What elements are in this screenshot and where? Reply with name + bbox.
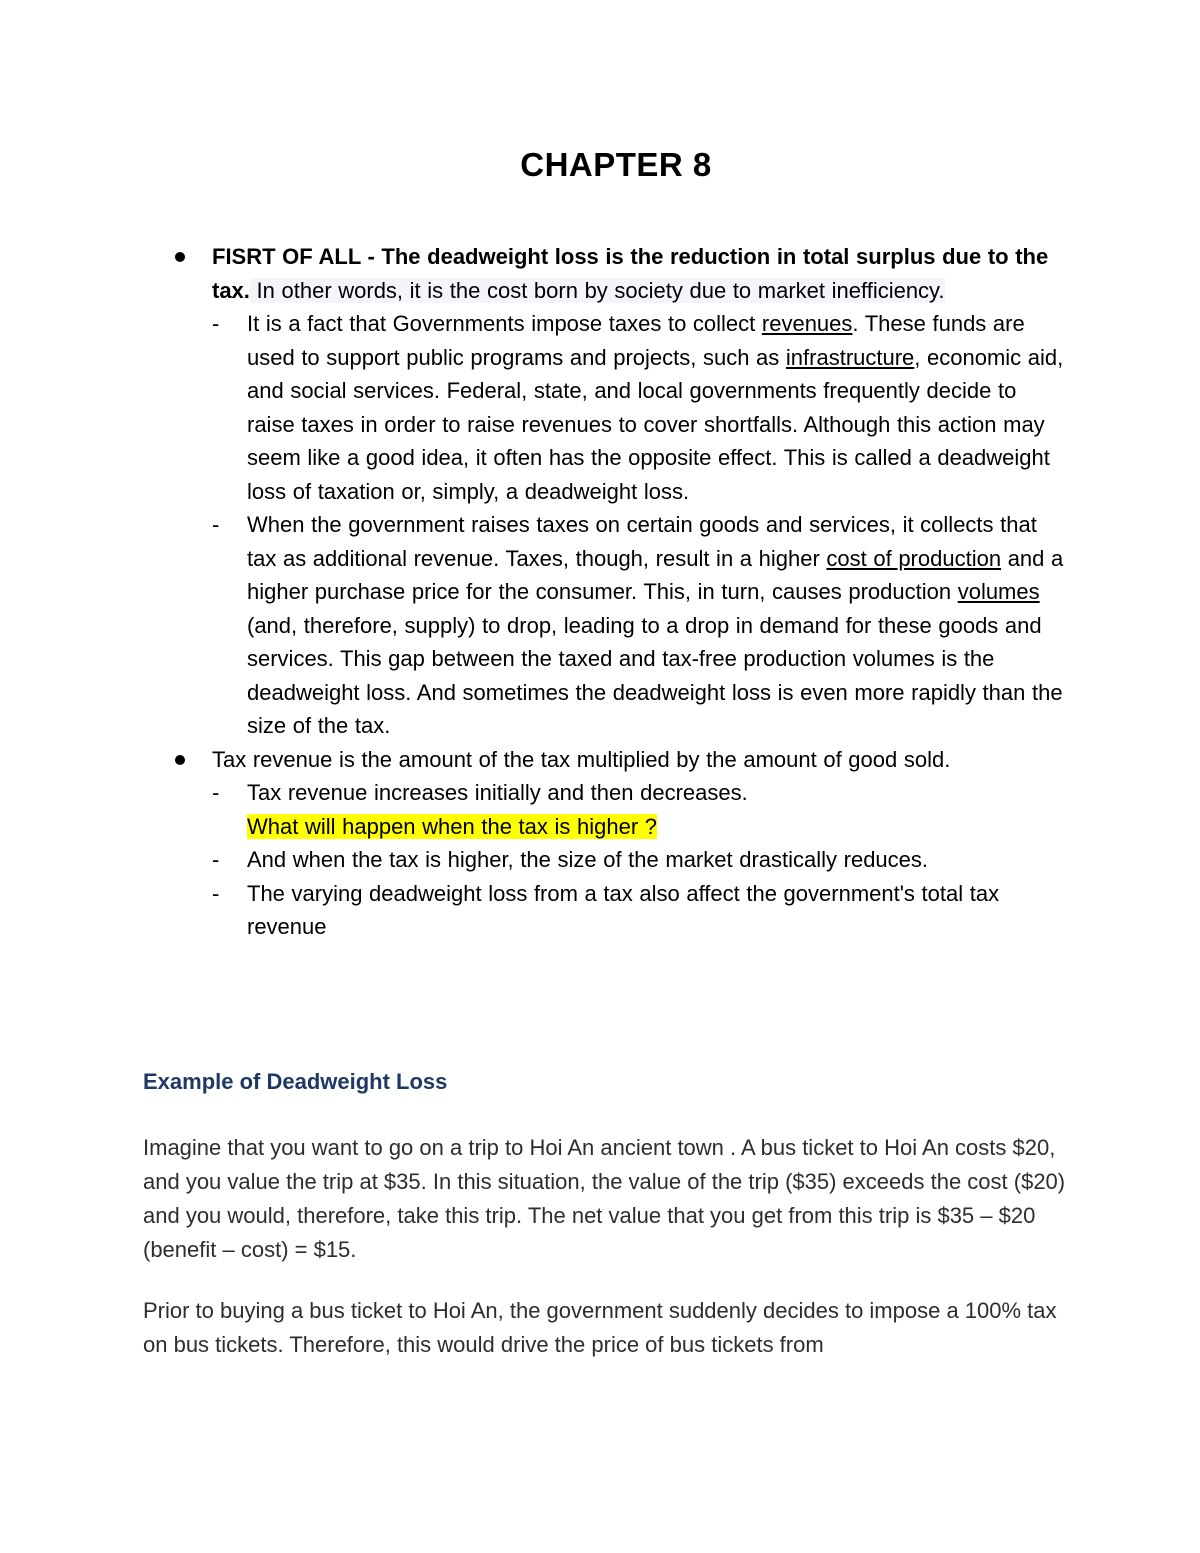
text-segment: , economic aid, and social services. Federal, state, and local governments frequently decide to raise taxes in order to raise revenues to cover shortfalls. Although this action may seem like a good idea, it often has the opposite effect. This is called a deadweight loss of taxation or, simply, a deadweight loss. [247,344,1064,504]
highlighted-question: What will happen when the tax is higher ? [247,813,658,839]
dash-item-market-reduces [212,843,1065,877]
text-segment: The varying deadweight loss from a tax also affect the government's total tax revenue [247,880,1000,939]
bullet-list [175,240,1065,944]
dash-icon: - [212,780,220,805]
infrastructure-link[interactable]: infrastructure [785,344,915,370]
dash-icon: - [212,847,220,872]
dash-item-governments [212,307,1065,508]
bullet-text: Tax revenue is the amount of the tax multiplied by the amount of good sold. [212,746,951,772]
bullet-item-deadweight-definition [175,240,1065,743]
example-heading: Example of Deadweight Loss [143,1069,448,1094]
paragraph-hoi-an-trip: Imagine that you want to go on a trip to Hoi An ancient town . A bus ticket to Hoi An costs $20, and you value the trip at $35. In this situation, the value of the trip ($35) exceeds the cost ($20) and you would, therefore, take this trip. The net value that you get from this trip is $35 – $20 (benefit – cost) = $15. [143,1135,1066,1262]
bullet-item-tax-revenue [175,743,1065,944]
bullet-icon [175,755,185,765]
bullet-normal-text: In other words, it is the cost born by society due to market inefficiency. [249,277,945,303]
text-segment: and a higher purchase price for the consumer. This, in turn, causes production [247,545,1064,604]
dash-item-government-raises-taxes [212,508,1065,743]
dash-icon: - [212,512,220,537]
dash-list-2 [212,776,1065,944]
cost-of-production-link[interactable]: cost of production [826,545,1002,571]
dash-list-1 [212,307,1065,743]
dash-item-tax-revenue-increases [212,776,1065,843]
text-segment: Tax revenue increases initially and then decreases. [247,780,748,805]
bullet-icon [175,252,185,262]
volumes-link[interactable]: volumes [957,579,1040,604]
chapter-title: CHAPTER 8 [520,146,712,183]
text-segment: When the government raises taxes on certain goods and services, it collects that tax as additional revenue. Taxes, though, result in a higher [247,512,1037,571]
paragraph-tax-imposed: Prior to buying a bus ticket to Hoi An, the government suddenly decides to impose a 100% tax on bus tickets. Therefore, this would drive the price of bus tickets from [143,1298,1057,1357]
dash-icon: - [212,311,220,336]
dash-icon: - [212,880,220,906]
dash-item-varying-deadweight [212,877,1065,944]
bullet-bold-text: FISRT OF ALL - The deadweight loss is the reduction in total surplus due to the tax. [212,244,1049,303]
text-segment: (and, therefore, supply) to drop, leading to a drop in demand for these goods and services. This gap between the taxed and tax-free production volumes is the deadweight loss. And sometimes the deadweight loss is even more rapidly than the size of the tax. [247,612,1063,738]
revenues-link[interactable]: revenues [761,311,853,336]
text-segment: It is a fact that Governments impose taxes to collect [247,311,762,336]
text-segment: . These funds are used to support public programs and projects, such as [247,311,1025,370]
text-segment: And when the tax is higher, the size of the market drastically reduces. [247,847,929,872]
